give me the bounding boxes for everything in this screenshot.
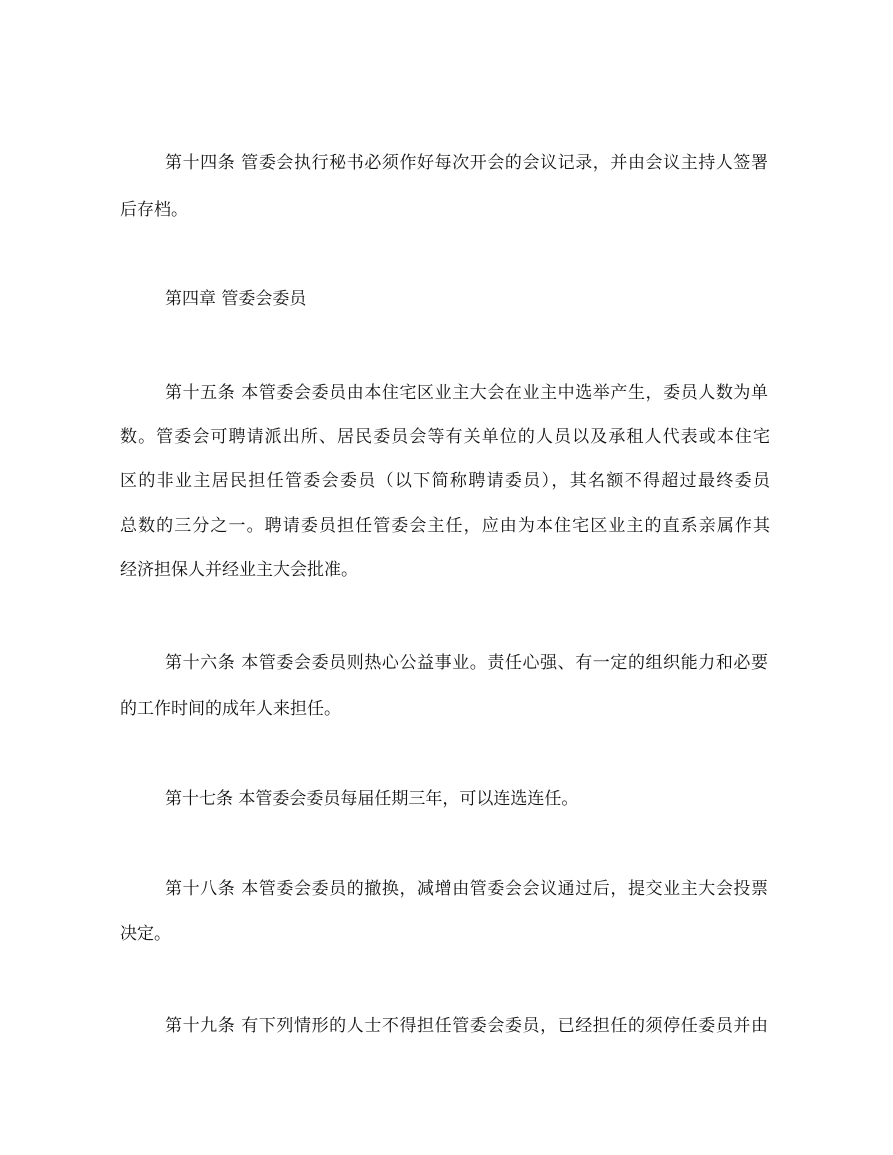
article-19-line-1: 第十九条 有下列情形的人士不得担任管委会委员，已经担任的须停任委员并由 [165, 1016, 768, 1036]
article-15-line-3: 区的非业主居民担任管委会委员（以下简称聘请委员），其名额不得超过最终委员 [120, 471, 770, 491]
article-18-line-2: 决定。 [120, 924, 171, 944]
article-14-line-2: 后存档。 [120, 200, 188, 220]
article-15-line-1: 第十五条 本管委会委员由本住宅区业主大会在业主中选举产生，委员人数为单 [165, 383, 768, 403]
article-15-line-5: 经济担保人并经业主大会批准。 [120, 560, 358, 580]
article-16-line-2: 的工作时间的成年人来担任。 [120, 699, 341, 719]
article-15-line-2: 数。管委会可聘请派出所、居民委员会等有关单位的人员以及承租人代表或本住宅 [120, 427, 770, 447]
article-16-line-1: 第十六条 本管委会委员则热心公益事业。责任心强、有一定的组织能力和必要 [165, 653, 768, 673]
article-17-line-1: 第十七条 本管委会委员每届任期三年，可以连选连任。 [165, 789, 579, 809]
article-15-line-4: 总数的三分之一。聘请委员担任管委会主任，应由为本住宅区业主的直系亲属作其 [120, 516, 770, 536]
chapter-4-heading: 第四章 管委会委员 [165, 289, 307, 309]
article-14-line-1: 第十四条 管委会执行秘书必须作好每次开会的会议记录，并由会议主持人签署 [165, 153, 768, 173]
article-18-line-1: 第十八条 本管委会委员的撤换，减增由管委会会议通过后，提交业主大会投票 [165, 879, 768, 899]
